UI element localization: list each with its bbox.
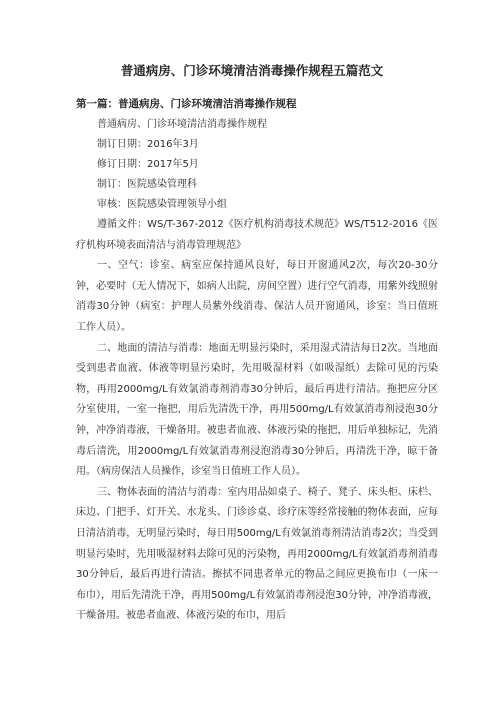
document-meta [76,115,438,215]
meta-line-reviewer: 审核：医院感染管理领导小组 [97,199,227,210]
paragraph-surfaces: 三、物体表面的清洁与消毒：室内用品如桌子、椅子、凳子、床头柜、床栏、床边、门把手、灯开关、水龙头、门诊诊桌、诊疗床等经常接触的物体表面，应每日清洁消毒，无明显污染时，每日用500mg/L有效氯消毒剂清洁消毒2次；当受到明显污染时，先用吸湿材料去除可见的污染物，再用2000mg/L有效氯消毒剂消毒30分钟后，最后再进行清洁。擦拭不同患者单元的物品之间应更换布巾（一床一布巾），用后先清洗干净，再用500mg/L有效氯消毒剂浸泡30分钟，冲净消毒液，干燥备用。被患者血液、体液污染的布巾，用后 [76,486,438,622]
paragraph-floor: 二、地面的清洁与消毒：地面无明显污染时，采用湿式清洁每日2次。当地面受到患者血液、体液等明显污染时，先用吸湿材料（如吸湿纸）去除可见的污染物，再用2000mg/L有效氯消毒剂消毒30分钟后，最后再进行清洁。拖把应分区分室使用，一室一拖把，用后先清洗干净，再用500mg/L有效氯消毒剂浸泡30分钟，冲净消毒液，干燥备用。被患者血液、体液污染的拖把，用后单独标记，先消毒后清洗，用2000mg/L有效氯消毒剂浸泡消毒30分钟后，再清洗干净，晾干备用。（病房保洁人员操作，诊室当日值班工作人员）。 [76,342,438,478]
document-title: 普通病房、门诊环境清洁消毒操作规程五篇范文 [120,63,384,78]
section-heading: 第一篇：普通病房、门诊环境清洁消毒操作规程 [76,98,297,110]
meta-line-created-date: 制订日期：2016年3月 [97,139,199,150]
paragraph-references: 遵循文件：WS/T-367-2012《医疗机构消毒技术规范》WS/T512-2016《医疗机构环境表面清洁与消毒管理规范》 [76,219,438,251]
meta-line-author: 制订：医院感染管理科 [97,179,197,190]
paragraph-air: 一、空气：诊室、病室应保持通风良好，每日开窗通风2次，每次20-30分钟，必要时（无人情况下，如病人出院，房间空置）进行空气消毒，用紫外线照射消毒30分钟（病室：护理人员紫外线消毒、保洁人员开窗通风，诊室：当日值班工作人员）。 [76,260,438,333]
meta-line-revised-date: 修订日期：2017年5月 [97,159,199,170]
meta-line-title: 普通病房、门诊环境清洁消毒操作规程 [97,119,267,130]
